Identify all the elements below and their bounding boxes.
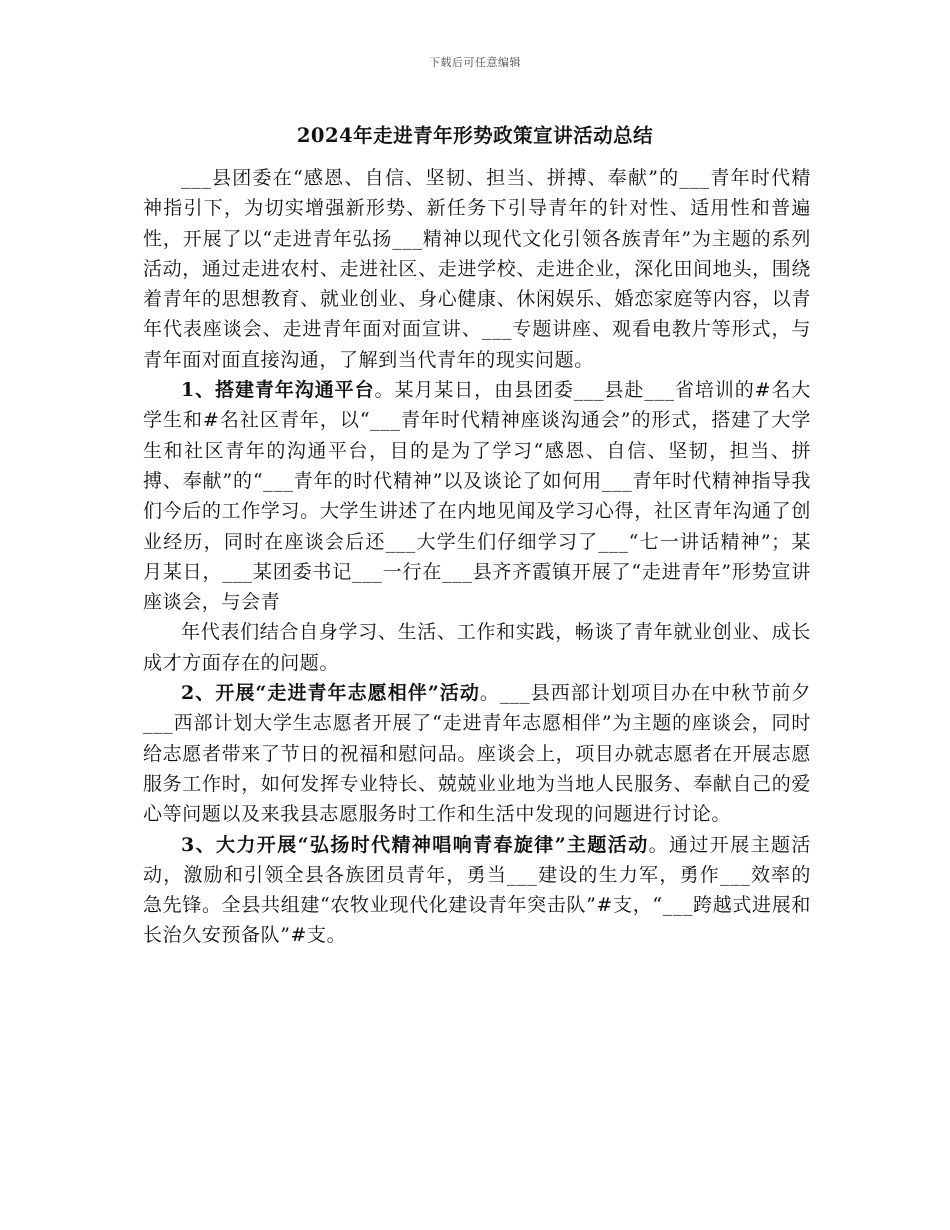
section-1-paragraph — [143, 375, 811, 617]
section-1-heading: 1、搭建青年沟通平台 — [181, 379, 375, 402]
section-3-paragraph — [143, 830, 811, 951]
paragraph-text: 。通过开展主题活动，激励和引领全县各族团员青年，勇当___建设的生力军，勇作___效率的急先锋。全县共组建“农牧业现代化建设青年突击队”#支，“___跨越式进展和长治久安预备队”#支。 — [143, 833, 811, 947]
paragraph-text: 年代表们结合自身学习、生活、工作和实践，畅谈了青年就业创业、成长成才方面存在的问题。 — [143, 621, 811, 674]
section-2-heading: 2、开展“走进青年志愿相伴”活动 — [181, 682, 480, 705]
document-title: 2024年走进青年形势政策宣讲活动总结 — [296, 124, 654, 147]
download-watermark: 下载后可任意编辑 — [429, 56, 521, 69]
paragraph-text: 。某月某日，由县团委___县赴___省培训的#名大学生和#名社区青年，以“___青年时代精神座谈沟通会”的形式，搭建了大学生和社区青年的沟通平台，目的是为了学习“感恩、自信、坚韧，担当、拼搏、奉献”的“___青年的时代精神”以及谈论了如何用___青年时代精神指导我们今后的工作学习。大学生讲述了在内地见闻及学习心得，社区青年沟通了创业经历，同时在座谈会后还___大学生们仔细学习了___“七一讲话精神”；某月某日，___某团委书记___一行在___县齐齐霞镇开展了“走进青年”形势宣讲座谈会，与会青 — [143, 379, 811, 614]
section-2-paragraph — [143, 678, 811, 829]
paragraph-text: ___县团委在“感恩、自信、坚韧、担当、拼搏、奉献”的___青年时代精神指引下，为切实增强新形势、新任务下引导青年的针对性、适用性和普遍性，开展了以“走进青年弘扬___精神以现代文化引领各族青年”为主题的系列活动，通过走进农村、走进社区、走进学校、走进企业，深化田间地头，围绕着青年的思想教育、就业创业、身心健康、休闲娱乐、婚恋家庭等内容，以青年代表座谈会、走进青年面对面宣讲、___专题讲座、观看电教片等形式，与青年面对面直接沟通，了解到当代青年的现实问题。 — [143, 167, 811, 371]
section-1-continuation-paragraph — [143, 617, 811, 678]
paragraph-text: 。___县西部计划项目办在中秋节前夕___西部计划大学生志愿者开展了“走进青年志愿相伴”为主题的座谈会，同时给志愿者带来了节日的祝福和慰问品。座谈会上，项目办就志愿者在开展志愿服务工作时，如何发挥专业特长、兢兢业业地为当地人民服务、奉献自己的爱心等问题以及来我县志愿服务时工作和生活中发现的问题进行讨论。 — [143, 682, 811, 826]
document-body — [143, 163, 811, 951]
intro-paragraph — [143, 163, 811, 375]
section-3-heading: 3、大力开展“弘扬时代精神唱响青春旋律”主题活动 — [181, 833, 649, 856]
